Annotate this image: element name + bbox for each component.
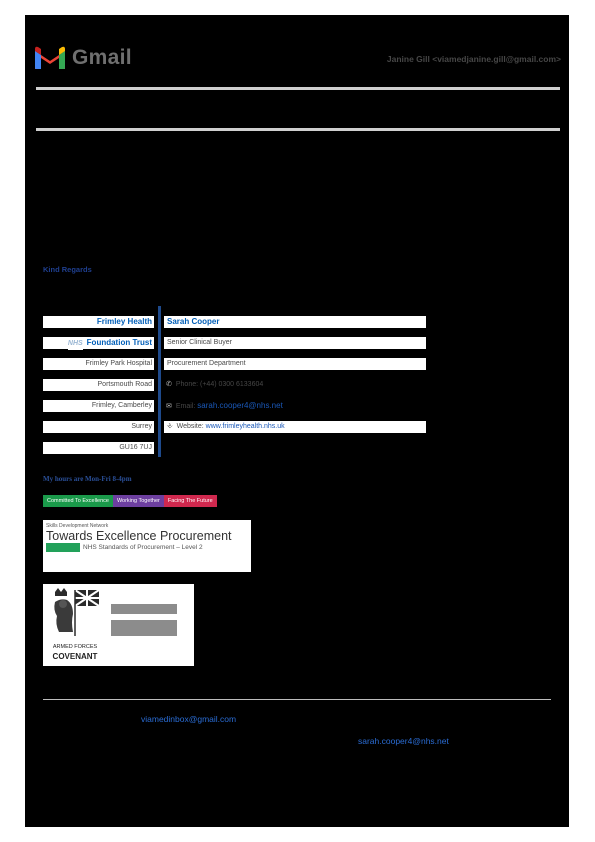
trust-label: Foundation Trust (86, 338, 152, 347)
covenant-line-2: COVENANT (52, 652, 98, 661)
footer-email-link[interactable]: viamedinbox@gmail.com (141, 714, 237, 724)
signature-email-link[interactable]: sarah.cooper4@nhs.net (197, 401, 283, 410)
covenant-line-1: ARMED FORCES (52, 644, 98, 650)
address-line-hospital: Frimley Park Hospital (43, 358, 154, 370)
email-label: Email: (175, 403, 196, 410)
values-strip (43, 495, 217, 507)
covenant-award-bar (111, 620, 177, 636)
covenant-award-bar (111, 604, 177, 614)
signature-website-row (164, 421, 426, 433)
towards-excellence-badge (43, 520, 251, 572)
email-print-page (25, 15, 569, 827)
lion-flag-crest-icon (49, 588, 101, 638)
gmail-logo-icon (33, 45, 67, 71)
mail-icon: ✉ (166, 403, 172, 410)
org-trust-line (43, 337, 154, 349)
signature-email-row (166, 400, 283, 413)
address-line-postcode: GU16 7UJ (43, 442, 154, 454)
signature-phone (166, 379, 263, 391)
signature-divider (158, 306, 161, 457)
divider-bottom (43, 699, 551, 700)
greeting-text: Kind Regards (43, 265, 92, 274)
signature-department: Procurement Department (164, 358, 426, 370)
value-chip: Committed To Excellence (43, 495, 113, 507)
badge-level-icon (46, 543, 80, 552)
divider-top (36, 87, 560, 90)
footer-email-link[interactable]: sarah.cooper4@nhs.net (358, 736, 449, 746)
phone-icon: ✆ (166, 381, 172, 388)
website-link[interactable]: www.frimleyhealth.nhs.uk (205, 423, 285, 430)
sender-line: Janine Gill <viamedjanine.gill@gmail.com> (386, 54, 561, 64)
org-name-line: Frimley Health (43, 316, 154, 328)
armed-forces-covenant-badge (43, 584, 194, 666)
value-chip: Working Together (113, 495, 164, 507)
signature-name: Sarah Cooper (164, 316, 426, 328)
badge-subtitle: NHS Standards of Procurement – Level 2 (83, 544, 203, 551)
address-line-county: Surrey (43, 421, 154, 433)
working-hours: My hours are Mon-Fri 8-4pm (43, 475, 132, 483)
badge-network: Skills Development Network (46, 523, 109, 529)
nhs-logo-icon: NHS (68, 338, 83, 350)
phone-text: Phone: (+44) 0300 6133604 (175, 381, 264, 388)
gmail-wordmark: Gmail (72, 46, 132, 69)
address-line-town: Frimley, Camberley (43, 400, 154, 412)
value-chip: Facing The Future (164, 495, 217, 507)
mouse-icon: ⎀ (167, 423, 173, 430)
divider-second (36, 128, 560, 131)
signature-role: Senior Clinical Buyer (164, 337, 426, 349)
address-line-road: Portsmouth Road (43, 379, 154, 391)
website-label: Website: (176, 423, 204, 430)
badge-title: Towards Excellence Procurement (46, 529, 232, 543)
